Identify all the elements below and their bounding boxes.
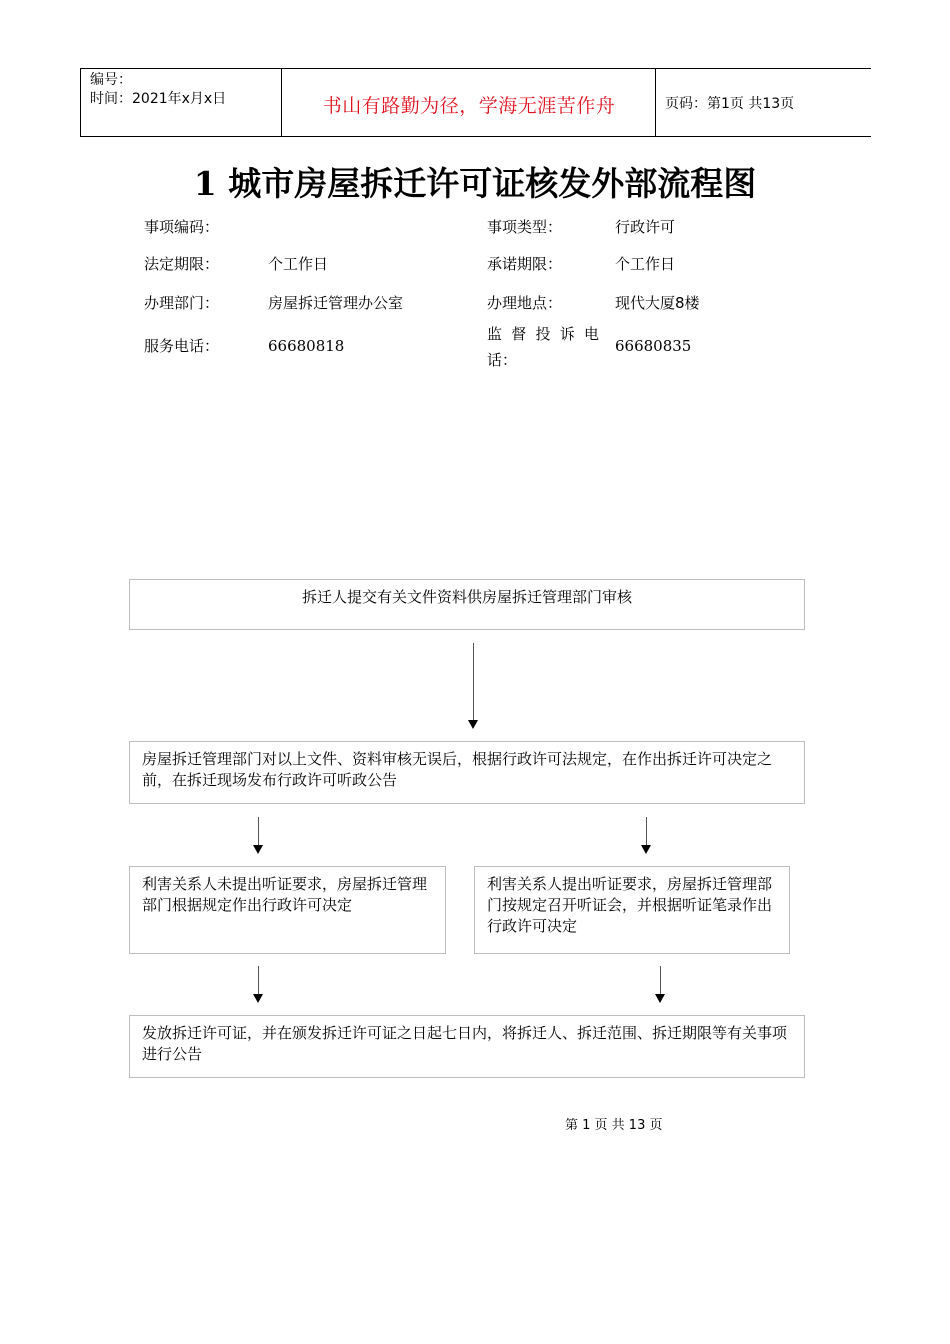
header-divider xyxy=(655,69,656,136)
header-table xyxy=(80,68,871,137)
complaint-label-line1: 监督投诉电 xyxy=(487,325,599,343)
flow-step-hearing-text: 利害关系人提出听证要求，房屋拆迁管理部门按规定召开听证会，并根据听证笔录作出行政许可决定 xyxy=(487,875,773,935)
arrow-down-icon xyxy=(258,966,259,997)
arrow-down-icon xyxy=(258,817,259,848)
header-divider xyxy=(281,69,282,136)
header-page-number: 页码：第1页 共13页 xyxy=(665,96,795,112)
flow-step-submit-text: 拆迁人提交有关文件资料供房屋拆迁管理部门审核 xyxy=(301,588,632,606)
item-type-label: 事项类型： xyxy=(487,218,563,236)
flow-step-issue-permit-text: 发放拆迁许可证，并在颁发拆迁许可证之日起七日内，将拆迁人、拆迁范围、拆迁期限等有关事项进行公告 xyxy=(142,1024,788,1063)
flow-step-hearing xyxy=(474,866,790,954)
legal-period-value: 个工作日 xyxy=(268,255,329,273)
flow-step-review-text: 房屋拆迁管理部门对以上文件、资料审核无误后，根据行政许可法规定，在作出拆迁许可决定之前，在拆迁现场发布行政许可听政公告 xyxy=(142,750,773,789)
complaint-value: 66680835 xyxy=(615,337,692,355)
complaint-label-line2: 话： xyxy=(487,351,518,369)
complaint-label xyxy=(487,322,599,346)
flow-step-issue-permit xyxy=(129,1015,805,1078)
footer-page-number: 第 1 页 共 13 页 xyxy=(565,1118,663,1133)
arrow-down-icon xyxy=(473,643,474,723)
header-meta xyxy=(90,71,226,109)
legal-period-label: 法定期限： xyxy=(144,255,220,273)
phone-value: 66680818 xyxy=(268,337,345,355)
motto: 书山有路勤为径，学海无涯苦作舟 xyxy=(322,95,616,117)
flow-step-submit xyxy=(129,579,805,630)
flow-step-review xyxy=(129,741,805,804)
number-label: 编号： xyxy=(90,72,132,88)
dept-label: 办理部门： xyxy=(144,294,220,312)
dept-value: 房屋拆迁管理办公室 xyxy=(268,294,404,312)
arrow-down-icon xyxy=(646,817,647,848)
promised-period-value: 个工作日 xyxy=(615,255,676,273)
flow-step-no-hearing-text: 利害关系人未提出听证要求，房屋拆迁管理部门根据规定作出行政许可决定 xyxy=(142,875,428,914)
item-code-label: 事项编码： xyxy=(144,218,220,236)
arrow-down-icon xyxy=(660,966,661,997)
flow-step-no-hearing xyxy=(129,866,446,954)
location-value: 现代大厦8楼 xyxy=(615,294,700,312)
time-label: 时间：2021年x月x日 xyxy=(90,91,227,107)
location-label: 办理地点： xyxy=(487,294,563,312)
page-title: 1 城市房屋拆迁许可证核发外部流程图 xyxy=(193,164,757,203)
phone-label: 服务电话： xyxy=(144,337,220,355)
item-type-value: 行政许可 xyxy=(615,218,676,236)
promised-period-label: 承诺期限： xyxy=(487,255,563,273)
